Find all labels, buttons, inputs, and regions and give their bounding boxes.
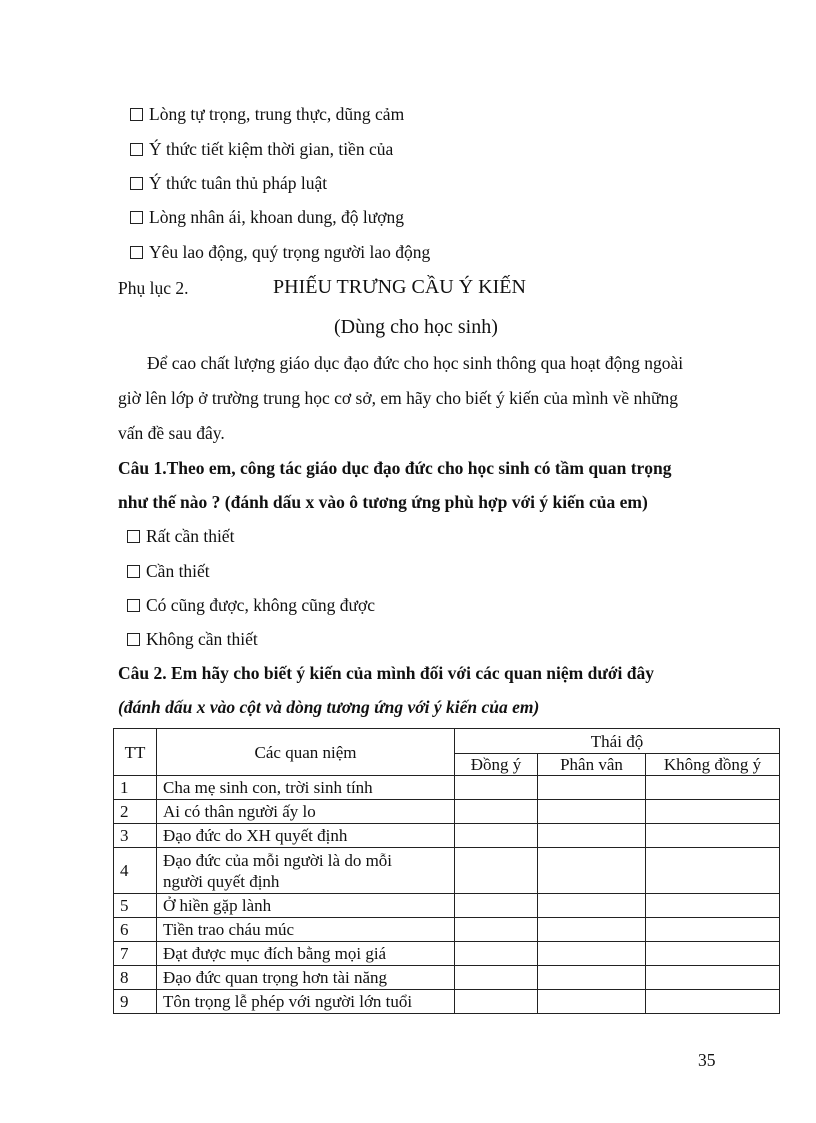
cell-disagree[interactable] [646, 848, 780, 894]
row-concept [157, 848, 455, 894]
table-row [114, 894, 780, 918]
row-concept: Cha mẹ sinh con, trời sinh tính [157, 776, 455, 800]
cell-disagree[interactable] [646, 800, 780, 824]
cell-agree[interactable] [455, 966, 538, 990]
q1-option-necessary[interactable]: Cần thiết [127, 561, 210, 582]
header-concepts: Các quan niệm [157, 729, 455, 776]
row-number: 8 [114, 966, 157, 990]
cell-disagree[interactable] [646, 776, 780, 800]
row-concept: Tiền trao cháu múc [157, 918, 455, 942]
checkbox-icon[interactable] [130, 246, 143, 259]
page-number: 35 [698, 1050, 716, 1070]
row-number: 2 [114, 800, 157, 824]
form-title: PHIẾU TRƯNG CẦU Ý KIẾN [273, 276, 526, 298]
concepts-table [113, 728, 780, 1014]
form-subtitle: (Dùng cho học sinh) [334, 316, 498, 338]
q1-option-indifferent[interactable]: Có cũng được, không cũng được [127, 595, 375, 616]
header-undecided: Phân vân [538, 754, 646, 776]
header-disagree: Không đồng ý [646, 754, 780, 776]
cell-disagree[interactable] [646, 918, 780, 942]
table-row [114, 824, 780, 848]
cell-agree[interactable] [455, 942, 538, 966]
cell-agree[interactable] [455, 894, 538, 918]
table-row [114, 848, 780, 894]
row-number: 3 [114, 824, 157, 848]
table-row [114, 918, 780, 942]
checkbox-icon[interactable] [127, 530, 140, 543]
row-concept: Ở hiền gặp lành [157, 894, 455, 918]
header-attitude: Thái độ [455, 729, 780, 754]
table-row [114, 990, 780, 1014]
question1-line-2: như thế nào ? (đánh dấu x vào ô tương ứng phù hợp với ý kiến của em) [118, 492, 648, 512]
cell-undecided[interactable] [538, 776, 646, 800]
cell-disagree[interactable] [646, 894, 780, 918]
cell-undecided[interactable] [538, 894, 646, 918]
option-labor[interactable]: Yêu lao động, quý trọng người lao động [130, 242, 430, 263]
question2-line-2: (đánh dấu x vào cột và dòng tương ứng với ý kiến của em) [118, 697, 540, 717]
row-concept: Tôn trọng lễ phép với người lớn tuổi [157, 990, 455, 1014]
table-row [114, 800, 780, 824]
q1-option-unnecessary[interactable]: Không cần thiết [127, 629, 258, 650]
cell-undecided[interactable] [538, 800, 646, 824]
checkbox-icon[interactable] [127, 633, 140, 646]
cell-agree[interactable] [455, 848, 538, 894]
checkbox-icon[interactable] [130, 108, 143, 121]
cell-undecided[interactable] [538, 824, 646, 848]
row-concept: Ai có thân người ấy lo [157, 800, 455, 824]
header-agree: Đồng ý [455, 754, 538, 776]
row-number: 4 [114, 848, 157, 894]
row-concept-line-1: Đạo đức của mỗi người là do mỗi [163, 850, 393, 870]
checkbox-icon[interactable] [130, 177, 143, 190]
row-concept: Đạo đức do XH quyết định [157, 824, 455, 848]
row-number: 6 [114, 918, 157, 942]
row-number: 7 [114, 942, 157, 966]
checkbox-icon[interactable] [130, 143, 143, 156]
cell-disagree[interactable] [646, 942, 780, 966]
option-compassion[interactable]: Lòng nhân ái, khoan dung, độ lượng [130, 207, 404, 228]
row-number: 9 [114, 990, 157, 1014]
cell-undecided[interactable] [538, 966, 646, 990]
table-row [114, 942, 780, 966]
option-law[interactable]: Ý thức tuân thủ pháp luật [130, 173, 327, 194]
header-tt: TT [114, 729, 157, 776]
cell-undecided[interactable] [538, 918, 646, 942]
checkbox-icon[interactable] [127, 599, 140, 612]
question2-line-1: Câu 2. Em hãy cho biết ý kiến của mình đối với các quan niệm dưới đây [118, 663, 655, 683]
intro-line-3: vấn đề sau đây. [118, 423, 225, 443]
q1-option-very-necessary[interactable]: Rất cần thiết [127, 526, 234, 547]
intro-line-1: Để cao chất lượng giáo dục đạo đức cho học sinh thông qua hoạt động ngoài [147, 353, 684, 373]
row-number: 5 [114, 894, 157, 918]
cell-undecided[interactable] [538, 942, 646, 966]
option-honesty[interactable]: Lòng tự trọng, trung thực, dũng cảm [130, 104, 404, 125]
cell-disagree[interactable] [646, 966, 780, 990]
cell-agree[interactable] [455, 990, 538, 1014]
cell-disagree[interactable] [646, 990, 780, 1014]
option-thrift[interactable]: Ý thức tiết kiệm thời gian, tiền của [130, 139, 393, 160]
cell-agree[interactable] [455, 824, 538, 848]
cell-agree[interactable] [455, 776, 538, 800]
table-row [114, 776, 780, 800]
checkbox-icon[interactable] [130, 211, 143, 224]
appendix-label: Phụ lục 2. [118, 278, 189, 298]
intro-line-2: giờ lên lớp ở trường trung học cơ sở, em hãy cho biết ý kiến của mình về những [118, 388, 679, 408]
cell-agree[interactable] [455, 918, 538, 942]
row-number: 1 [114, 776, 157, 800]
cell-agree[interactable] [455, 800, 538, 824]
row-concept: Đạo đức quan trọng hơn tài năng [157, 966, 455, 990]
row-concept-line-2: người quyết định [163, 871, 280, 891]
checkbox-icon[interactable] [127, 565, 140, 578]
cell-undecided[interactable] [538, 990, 646, 1014]
row-concept: Đạt được mục đích bằng mọi giá [157, 942, 455, 966]
table-row [114, 966, 780, 990]
cell-undecided[interactable] [538, 848, 646, 894]
question1-line-1: Câu 1.Theo em, công tác giáo dục đạo đức cho học sinh có tầm quan trọng [118, 458, 672, 478]
cell-disagree[interactable] [646, 824, 780, 848]
